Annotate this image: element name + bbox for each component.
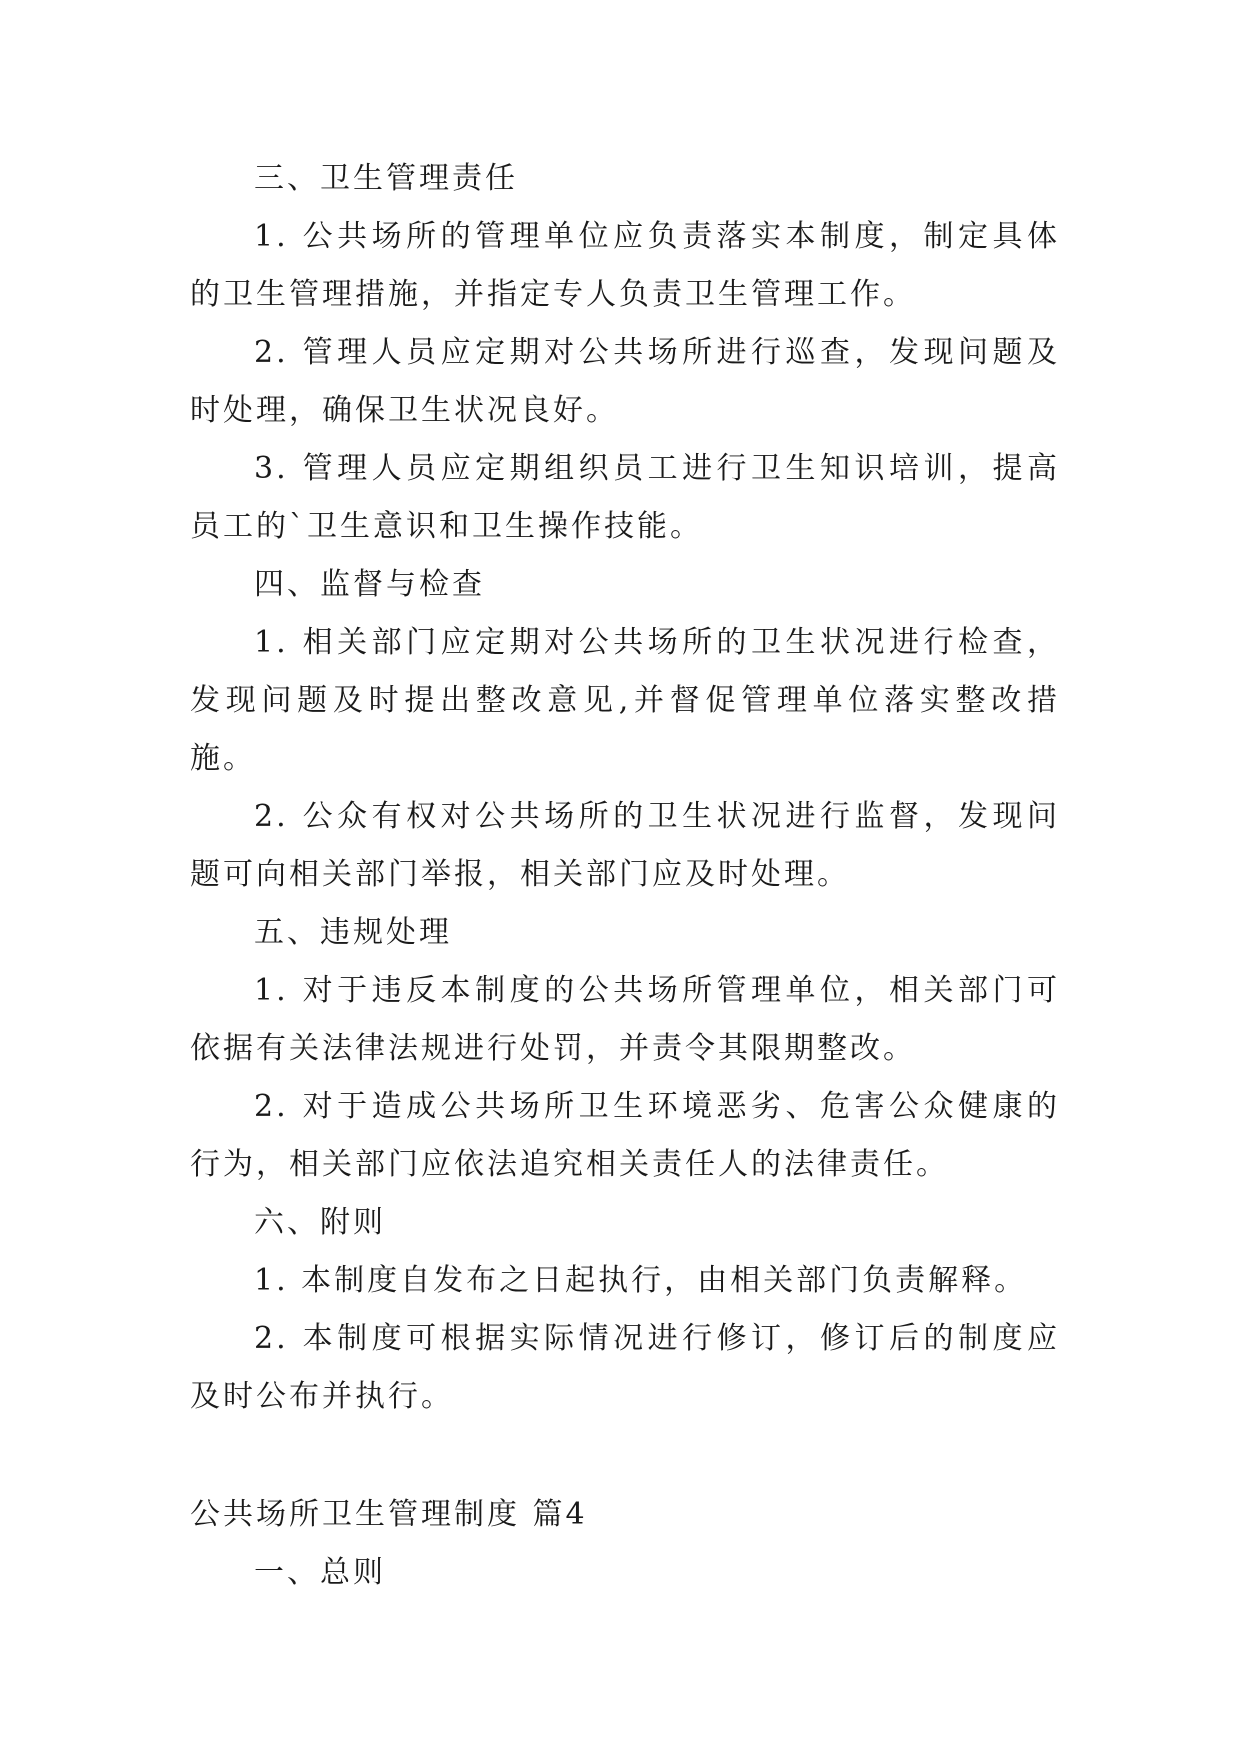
section3-item-2: 2. 管理人员应定期对公共场所进行巡查，发现问题及时处理，确保卫生状况良好。 [190, 335, 1060, 428]
section3-item-3: 3. 管理人员应定期组织员工进行卫生知识培训，提高员工的`卫生意识和卫生操作技能。 [190, 451, 1060, 544]
section4-item-2: 2. 公众有权对公共场所的卫生状况进行监督，发现问题可向相关部门举报，相关部门应及时处理。 [190, 799, 1060, 892]
section-heading-4: 四、监督与检查 [254, 567, 485, 602]
section6-item-2: 2. 本制度可根据实际情况进行修订，修订后的制度应及时公布并执行。 [190, 1321, 1060, 1414]
document-body [190, 150, 1060, 1602]
section-heading-3: 三、卫生管理责任 [254, 161, 518, 196]
section-heading-5: 五、违规处理 [254, 915, 452, 950]
section-heading-6: 六、附则 [254, 1205, 386, 1240]
section6-item-1: 1. 本制度自发布之日起执行，由相关部门负责解释。 [254, 1263, 1028, 1298]
next-document-title: 公共场所卫生管理制度 篇4 [190, 1497, 588, 1532]
section5-item-2: 2. 对于造成公共场所卫生环境恶劣、危害公众健康的行为，相关部门应依法追究相关责任人的法律责任。 [190, 1089, 1060, 1182]
section3-item-1: 1. 公共场所的管理单位应负责落实本制度，制定具体的卫生管理措施，并指定专人负责卫生管理工作。 [190, 219, 1060, 312]
section4-item-1: 1. 相关部门应定期对公共场所的卫生状况进行检查，发现问题及时提出整改意见,并督促管理单位落实整改措施。 [190, 625, 1060, 776]
section5-item-1: 1. 对于违反本制度的公共场所管理单位，相关部门可依据有关法律法规进行处罚，并责令其限期整改。 [190, 973, 1060, 1066]
next-document-first-heading: 一、总则 [254, 1555, 386, 1590]
